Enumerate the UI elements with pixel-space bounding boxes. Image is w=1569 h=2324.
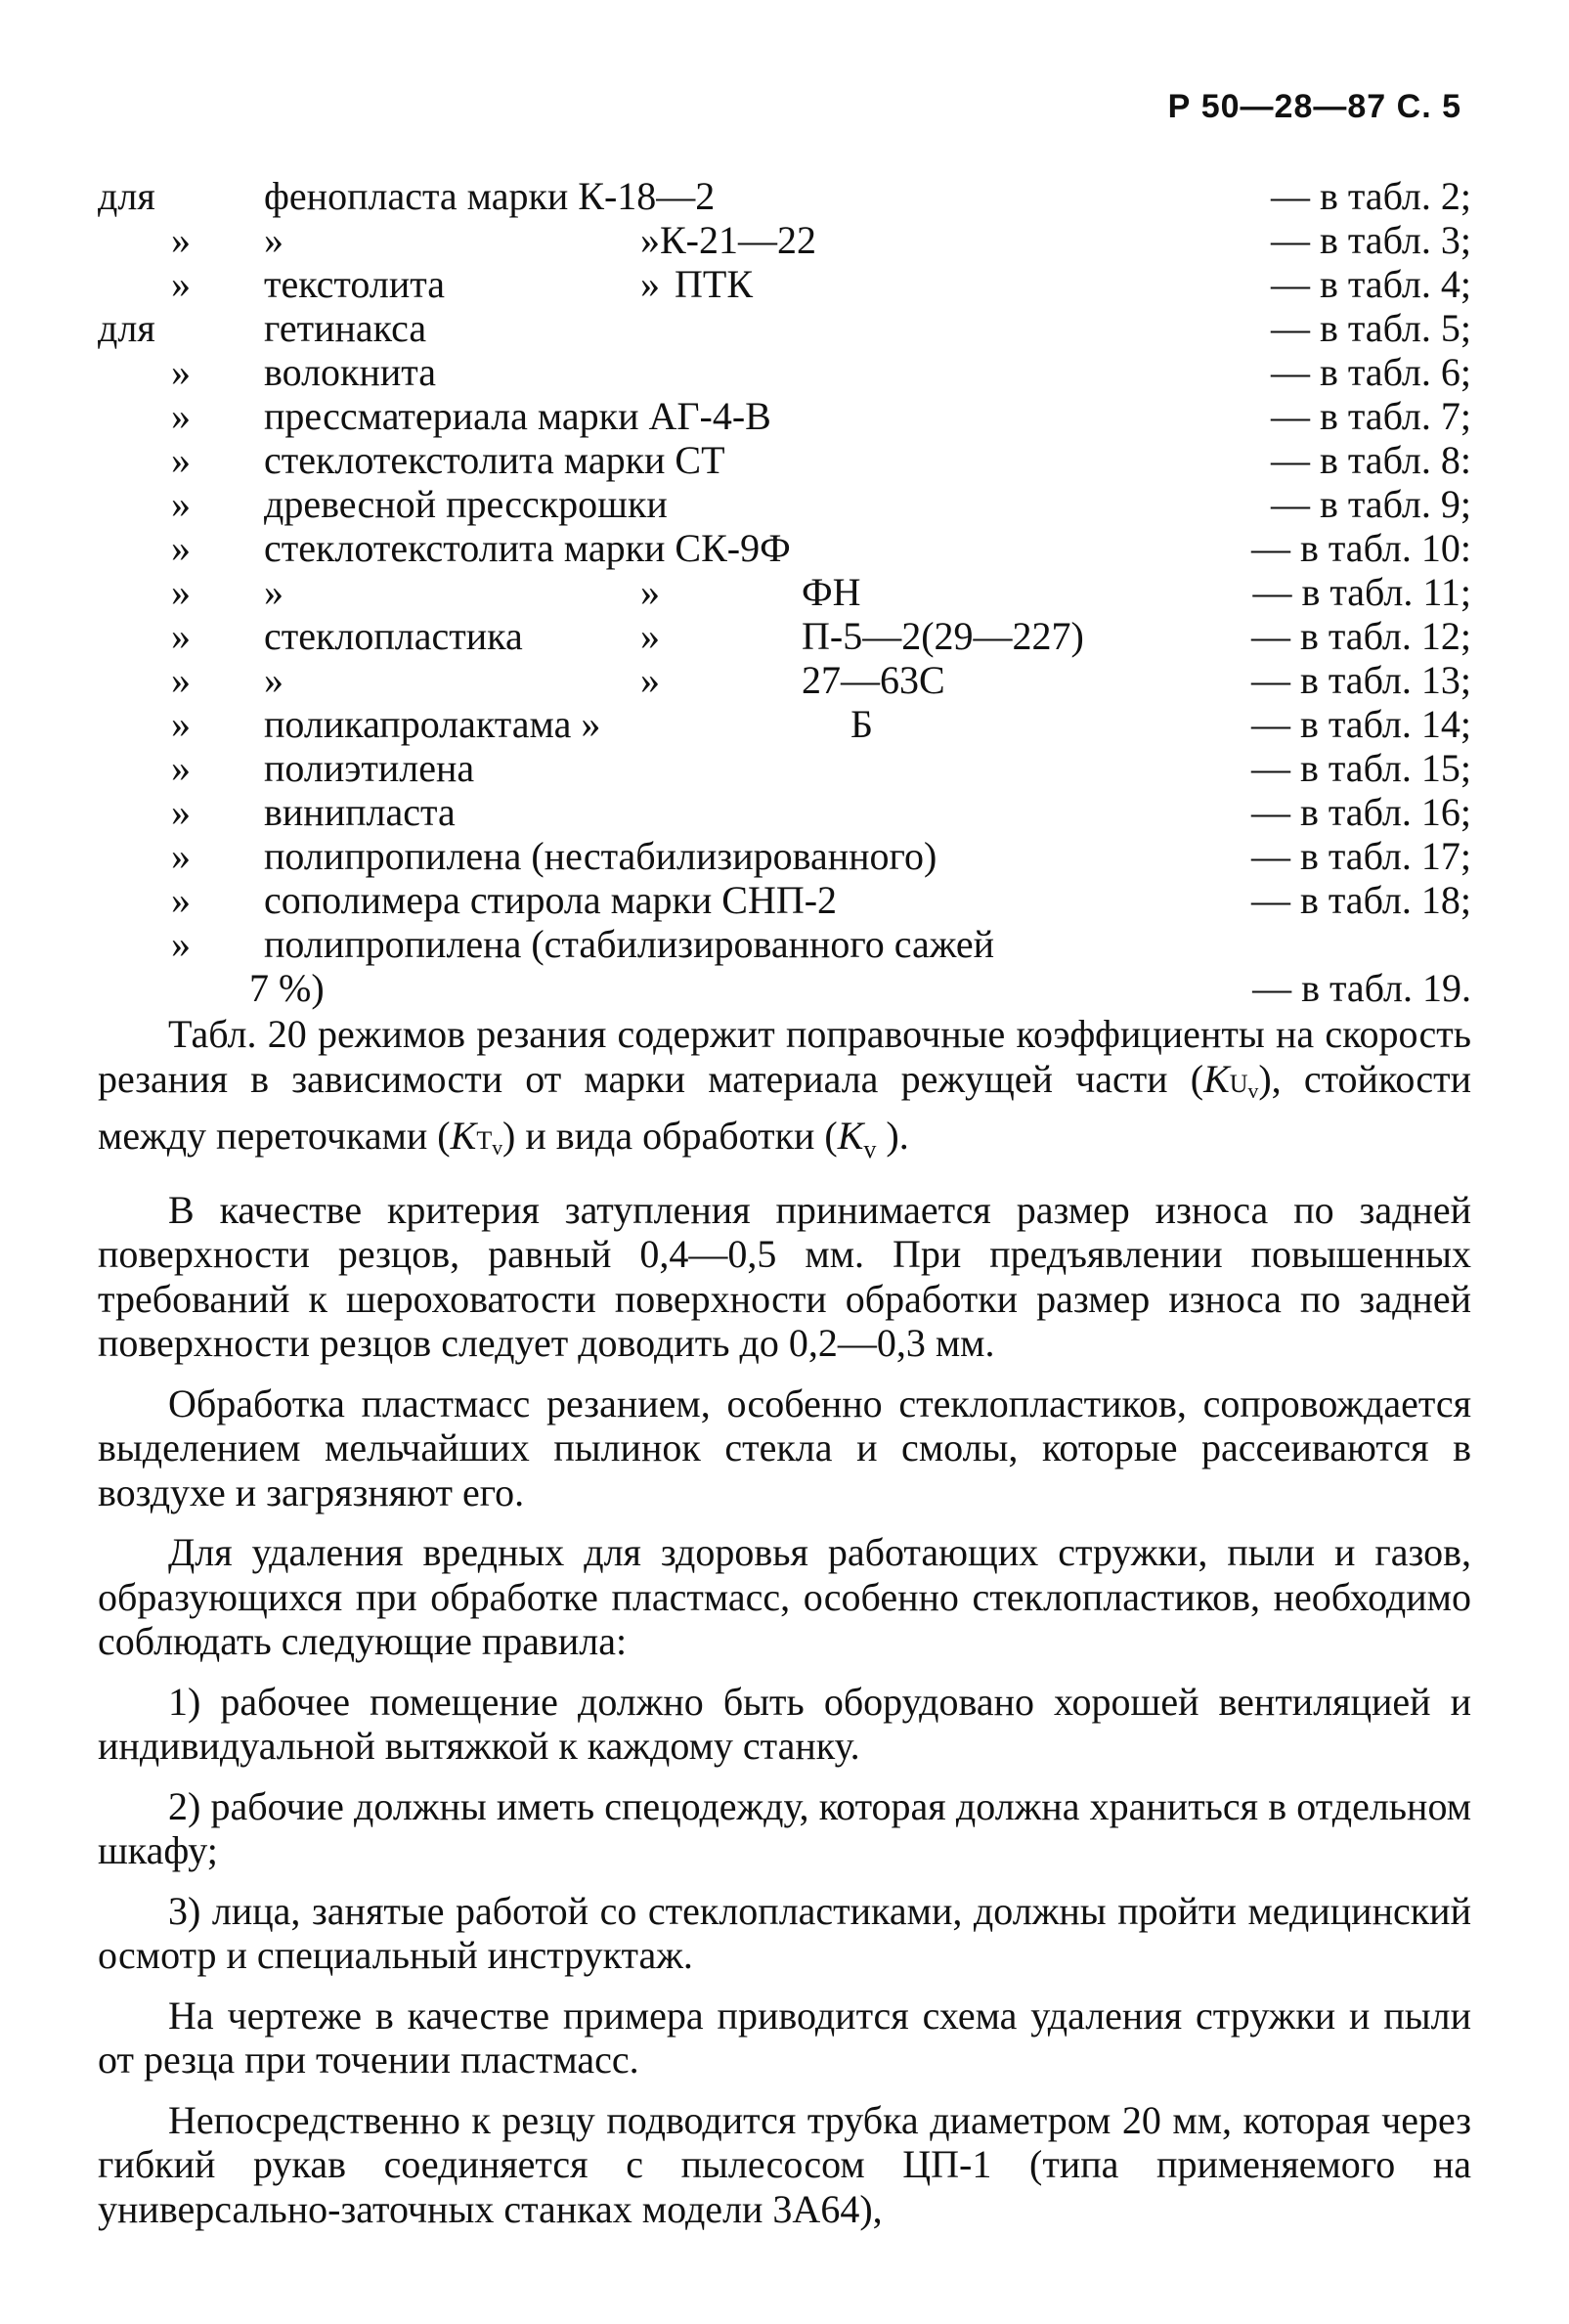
toc-cell-c1: » (171, 394, 191, 438)
coef-k-symbol: K (450, 1114, 477, 1159)
toc-cell-c2: стеклопластика (264, 614, 523, 658)
table-reference-row (98, 482, 1471, 526)
table-ref: — в табл. 19. (1252, 966, 1471, 1010)
toc-cell-c2: » (264, 658, 283, 702)
toc-cell-c2: поликапролактама » (264, 702, 601, 746)
table-reference-row (98, 834, 1471, 878)
table-reference-row (98, 438, 1471, 482)
toc-cell-c4: Б (850, 702, 873, 746)
table-ref: — в табл. 10: (1250, 526, 1471, 570)
table-reference-row (98, 614, 1471, 658)
toc-cell-c2: прессматериала марки АГ-4-В (264, 394, 771, 438)
list-item: 3) лица, занятые работой со стеклопластиками, должны пройти медицинский осмотр и специальный инструктаж. (98, 1888, 1471, 1978)
toc-cell-c1: для (98, 174, 155, 218)
toc-cell-c3: » (640, 614, 660, 658)
table-reference-row (98, 218, 1471, 262)
toc-cell-c2: текстолита (264, 262, 445, 306)
table-reference-row (98, 262, 1471, 306)
paragraph: Обработка пластмасс резанием, особенно стеклопластиков, сопровождается выделением мельчайших пылинок стекла и смолы, которые рассеиваются в воздухе и загрязняют его. (98, 1381, 1471, 1514)
table-ref: — в табл. 11; (1252, 570, 1471, 614)
toc-cell-c2: стеклотекстолита марки СК-9Ф (264, 526, 791, 570)
table-reference-row (98, 658, 1471, 702)
coef-k-subscript: $T_v$ (476, 1126, 503, 1161)
list-item: 2) рабочие должны иметь спецодежду, которая должна храниться в отдельном шкафу; (98, 1783, 1471, 1873)
toc-cell-c2: 7 %) (249, 966, 325, 1010)
table-ref: — в табл. 14; (1250, 702, 1471, 746)
toc-cell-c1: » (171, 482, 191, 526)
toc-cell-c2: полиэтилена (264, 746, 475, 790)
toc-cell-c4: 27—63С (802, 658, 945, 702)
table-reference-row (98, 922, 1471, 966)
toc-cell-c3: » (640, 218, 660, 262)
table-reference-row (98, 306, 1471, 350)
table-ref: — в табл. 6; (1270, 350, 1471, 394)
para1-text-b: ), стойкости между переточками ( (98, 1056, 1471, 1159)
table-ref: — в табл. 4; (1270, 262, 1471, 306)
toc-cell-c1: » (171, 658, 191, 702)
table-ref: — в табл. 17; (1250, 834, 1471, 878)
toc-cell-c2: фенопласта марки К-18—2 (264, 174, 716, 218)
toc-cell-c1: » (171, 790, 191, 834)
toc-cell-c2: полипропилена (стабилизированного сажей (264, 922, 995, 966)
para1-text-c: ) и вида обработки ( (502, 1114, 838, 1159)
toc-cell-c2: полипропилена (нестабилизированного) (264, 834, 937, 878)
toc-cell-c1: » (171, 878, 191, 922)
table-ref: — в табл. 7; (1270, 394, 1471, 438)
para1-text-a: Табл. 20 режимов резания содержит поправочные коэффициенты на скорость резания в зависимости от марки материала режущей части ( (98, 1012, 1471, 1101)
table-reference-row (98, 570, 1471, 614)
paragraph: Непосредственно к резцу подводится трубка диаметром 20 мм, которая через гибкий рукав соединяется с пылесосом ЦП-1 (типа применяемого на универсально-заточных станках модели 3А64), (98, 2097, 1471, 2231)
table-ref: — в табл. 9; (1270, 482, 1471, 526)
coef-k-subscript: v (863, 1135, 877, 1164)
table-reference-row (98, 878, 1471, 922)
table-ref: — в табл. 12; (1250, 614, 1471, 658)
toc-cell-c2: » (264, 218, 283, 262)
table-reference-row (98, 174, 1471, 218)
toc-cell-c3: » (640, 570, 660, 614)
table-reference-list (98, 174, 1471, 1010)
toc-cell-c1: » (171, 746, 191, 790)
toc-cell-c1: для (98, 306, 155, 350)
table-reference-row (98, 526, 1471, 570)
toc-cell-c4: К-21—22 (660, 218, 816, 262)
toc-cell-c1: » (171, 218, 191, 262)
table-ref: — в табл. 2; (1270, 174, 1471, 218)
table-reference-row (98, 966, 1471, 1010)
toc-cell-c1: » (171, 614, 191, 658)
coef-k-symbol: K (837, 1114, 864, 1159)
table-ref: — в табл. 18; (1250, 878, 1471, 922)
list-item: 1) рабочее помещение должно быть оборудовано хорошей вентиляцией и индивидуальной вытяжкой к каждому станку. (98, 1679, 1471, 1769)
table-reference-row (98, 746, 1471, 790)
table-ref: — в табл. 13; (1250, 658, 1471, 702)
table-ref: — в табл. 8: (1270, 438, 1471, 482)
table-ref: — в табл. 15; (1250, 746, 1471, 790)
toc-cell-c2: сополимера стирола марки СНП-2 (264, 878, 838, 922)
paragraph: Для удаления вредных для здоровья работающих стружки, пыли и газов, образующихся при обработке пластмасс, особенно стеклопластиков, необходимо соблюдать следующие правила: (98, 1530, 1471, 1664)
toc-cell-c2: волокнита (264, 350, 437, 394)
toc-cell-c1: » (171, 922, 191, 966)
table-reference-row (98, 790, 1471, 834)
toc-cell-c4: П-5—2(29—227) (802, 614, 1084, 658)
paragraph: В качестве критерия затупления принимается размер износа по задней поверхности резцов, равный 0,4—0,5 мм. При предъявлении повышенных требований к шероховатости поверхности обработки размер износа по задней поверхности резцов следует доводить до 0,2—0,3 мм. (98, 1187, 1471, 1366)
toc-cell-c1: » (171, 262, 191, 306)
table-ref: — в табл. 5; (1270, 306, 1471, 350)
toc-cell-c4: ПТК (675, 262, 753, 306)
table-ref: — в табл. 16; (1250, 790, 1471, 834)
toc-cell-c2: » (264, 570, 283, 614)
toc-cell-c3: » (640, 262, 660, 306)
toc-cell-c2: древесной пресскрошки (264, 482, 668, 526)
toc-cell-c1: » (171, 834, 191, 878)
toc-cell-c1: » (171, 438, 191, 482)
table-ref: — в табл. 3; (1270, 218, 1471, 262)
toc-cell-c3: » (640, 658, 660, 702)
para1-text-d: ). (876, 1114, 909, 1159)
table-reference-row (98, 350, 1471, 394)
table-reference-row (98, 702, 1471, 746)
toc-cell-c1: » (171, 526, 191, 570)
toc-cell-c1: » (171, 350, 191, 394)
coef-k-subscript: $U_v$ (1229, 1069, 1259, 1103)
toc-cell-c1: » (171, 570, 191, 614)
toc-cell-c4: ФН (802, 570, 861, 614)
toc-cell-c2: гетинакса (264, 306, 427, 350)
toc-cell-c1: » (171, 702, 191, 746)
toc-cell-c2: стеклотекстолита марки СТ (264, 438, 725, 482)
coef-k-symbol: K (1203, 1056, 1230, 1101)
toc-cell-c2: винипласта (264, 790, 456, 834)
body-text (98, 1012, 1471, 2247)
paragraph: На чертеже в качестве примера приводится схема удаления стружки и пыли от резца при точении пластмасс. (98, 1993, 1471, 2083)
table-reference-row (98, 394, 1471, 438)
paragraph-coefficients (98, 1012, 1471, 1172)
page-header: Р 50—28—87 С. 5 (1167, 88, 1461, 125)
